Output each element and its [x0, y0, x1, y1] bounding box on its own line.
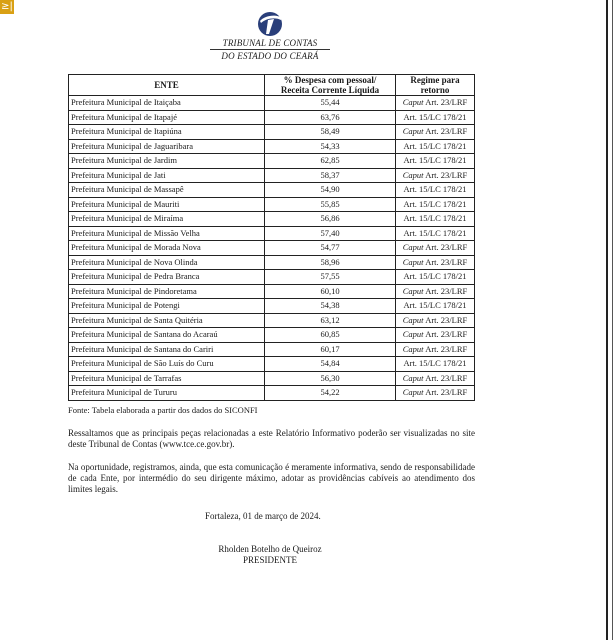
cell-ente: Prefeitura Municipal de Pedra Branca	[69, 270, 265, 285]
cell-regime	[396, 270, 475, 285]
cell-regime-rest: Art. 23/LRF	[423, 285, 468, 296]
table-row	[69, 255, 475, 270]
cell-regime-rest: Art. 15/LC 178/21	[403, 111, 467, 122]
table-row	[69, 386, 475, 401]
cell-regime-prefix: Caput	[402, 126, 424, 136]
cell-regime	[396, 139, 475, 154]
paragraph-site-info: Ressaltamos que as principais peças relacionadas a este Relatório Informativo poderão ser visualizadas no site deste Tribunal de Contas (www.tce.ce.gov.br).	[68, 428, 475, 449]
cell-pct: 60,85	[265, 328, 396, 343]
cell-regime	[396, 328, 475, 343]
cell-regime-rest: Art. 15/LC 178/21	[403, 198, 467, 209]
cell-pct: 57,40	[265, 226, 396, 241]
cell-regime-rest: Art. 15/LC 178/21	[403, 213, 467, 223]
cell-pct: 55,85	[265, 197, 396, 212]
cell-pct: 54,33	[265, 139, 396, 154]
cell-regime	[396, 255, 475, 270]
cell-pct: 56,86	[265, 212, 396, 227]
cell-regime	[396, 342, 475, 357]
table-row	[69, 270, 475, 285]
table-row	[69, 284, 475, 299]
table-row	[69, 313, 475, 328]
page-edge	[606, 0, 608, 640]
cell-regime-prefix: Caput	[402, 169, 424, 180]
cell-regime-prefix: Caput	[402, 314, 424, 325]
cell-regime-rest: Art. 23/LRF	[423, 329, 468, 339]
cell-regime	[396, 299, 475, 314]
cell-ente: Prefeitura Municipal de Jati	[69, 168, 265, 183]
cell-regime-rest: Art. 23/LRF	[423, 343, 468, 354]
cell-regime	[396, 386, 475, 401]
letterhead	[200, 10, 340, 61]
table-row	[69, 139, 475, 154]
cell-regime-rest: Art. 15/LC 178/21	[403, 155, 467, 165]
cell-pct: 62,85	[265, 154, 396, 169]
cell-pct: 54,77	[265, 241, 396, 256]
cell-regime-rest: Art. 23/LRF	[423, 387, 468, 397]
cell-regime	[396, 197, 475, 212]
header-ente: ENTE	[69, 75, 265, 96]
table-row	[69, 197, 475, 212]
table-row	[69, 342, 475, 357]
table-row	[69, 371, 475, 386]
cell-pct: 63,12	[265, 313, 396, 328]
cell-regime	[396, 241, 475, 256]
cell-regime-rest: Art. 15/LC 178/21	[403, 271, 467, 281]
header-regime: Regime para retorno	[396, 75, 475, 96]
cell-regime-prefix: Caput	[402, 372, 424, 383]
page-edge-inner	[612, 0, 613, 640]
tce-logo-icon	[255, 10, 285, 38]
cell-ente: Prefeitura Municipal de Santa Quitéria	[69, 313, 265, 328]
cell-pct: 60,10	[265, 284, 396, 299]
table-row	[69, 110, 475, 125]
cell-regime-prefix: Caput	[402, 256, 424, 267]
table-row	[69, 212, 475, 227]
org-line-1: TRIBUNAL DE CONTAS	[222, 38, 318, 48]
cell-regime	[396, 168, 475, 183]
header-pct	[265, 75, 396, 96]
cell-regime	[396, 357, 475, 372]
cell-ente: Prefeitura Municipal de Santana do Cariri	[69, 342, 265, 357]
table-row	[69, 226, 475, 241]
cell-regime-prefix: Caput	[402, 329, 424, 339]
cell-ente: Prefeitura Municipal de Miraíma	[69, 212, 265, 227]
cell-regime-rest: Art. 23/LRF	[423, 97, 468, 107]
cell-ente: Prefeitura Municipal de Santana do Acaraú	[69, 328, 265, 343]
cell-regime	[396, 110, 475, 125]
cell-pct: 58,96	[265, 255, 396, 270]
table-row	[69, 125, 475, 140]
cell-pct: 58,37	[265, 168, 396, 183]
cell-pct: 54,84	[265, 357, 396, 372]
cell-regime	[396, 96, 475, 111]
table-row	[69, 299, 475, 314]
cell-regime-prefix: Caput	[402, 387, 424, 397]
cell-regime	[396, 125, 475, 140]
cell-regime-rest: Art. 15/LC 178/21	[403, 300, 467, 310]
paragraph-notice: Na oportunidade, registramos, ainda, que esta comunicação é meramente informativa, sendo de responsabilidade de cada Ente, por intermédio do seu dirigente máximo, adotar as providências cabíveis ao atendimento dos limites legais.	[68, 462, 475, 494]
cell-regime	[396, 371, 475, 386]
cell-pct: 58,49	[265, 125, 396, 140]
date-line: Fortaleza, 01 de março de 2024.	[205, 511, 321, 521]
cell-ente: Prefeitura Municipal de Massapê	[69, 183, 265, 198]
cell-regime-rest: Art. 23/LRF	[423, 256, 468, 267]
table-row	[69, 96, 475, 111]
org-divider	[210, 49, 330, 50]
cell-regime-prefix: Caput	[402, 97, 424, 107]
cell-regime-rest: Art. 23/LRF	[423, 372, 468, 383]
cell-pct: 54,38	[265, 299, 396, 314]
cell-ente: Prefeitura Municipal de Itaiçaba	[69, 96, 265, 111]
table-row	[69, 241, 475, 256]
cell-pct: 56,30	[265, 371, 396, 386]
cell-regime-prefix: Caput	[402, 285, 424, 296]
cell-regime	[396, 313, 475, 328]
cell-pct: 54,22	[265, 386, 396, 401]
cell-regime-rest: Art. 15/LC 178/21	[403, 184, 467, 194]
cell-regime-rest: Art. 23/LRF	[423, 169, 468, 180]
cell-regime	[396, 212, 475, 227]
signature-block	[200, 544, 340, 566]
cell-regime-rest: Art. 15/LC 178/21	[403, 140, 467, 151]
cell-ente: Prefeitura Municipal de Pindoretama	[69, 284, 265, 299]
org-name	[200, 38, 340, 61]
cell-ente: Prefeitura Municipal de Mauriti	[69, 197, 265, 212]
cell-regime-prefix: Caput	[402, 343, 424, 354]
cell-ente: Prefeitura Municipal de Itapajé	[69, 110, 265, 125]
corner-badge[interactable]: ≥|	[1, 1, 13, 12]
header-pct-line1: % Despesa com pessoal/	[283, 75, 377, 85]
cell-ente: Prefeitura Municipal de Potengi	[69, 299, 265, 314]
cell-pct: 63,76	[265, 110, 396, 125]
table-header-row	[69, 75, 475, 96]
cell-pct: 55,44	[265, 96, 396, 111]
signature-name: Rholden Botelho de Queiroz	[218, 544, 322, 554]
org-line-2: DO ESTADO DO CEARÁ	[221, 51, 319, 61]
cell-ente: Prefeitura Municipal de Missão Velha	[69, 226, 265, 241]
results-table	[68, 74, 475, 401]
cell-regime-rest: Art. 23/LRF	[423, 126, 468, 136]
table-source-note: Fonte: Tabela elaborada a partir dos dados do SICONFI	[68, 405, 258, 415]
cell-regime	[396, 183, 475, 198]
cell-regime	[396, 226, 475, 241]
table-row	[69, 328, 475, 343]
header-pct-line2: Receita Corrente Líquida	[280, 85, 380, 95]
cell-regime-prefix: Caput	[402, 242, 424, 252]
cell-regime-rest: Art. 15/LC 178/21	[403, 358, 467, 368]
cell-ente: Prefeitura Municipal de Tururu	[69, 386, 265, 401]
cell-ente: Prefeitura Municipal de Nova Olinda	[69, 255, 265, 270]
cell-ente: Prefeitura Municipal de Morada Nova	[69, 241, 265, 256]
cell-pct: 57,55	[265, 270, 396, 285]
cell-ente: Prefeitura Municipal de Tarrafas	[69, 371, 265, 386]
cell-regime-rest: Art. 23/LRF	[423, 242, 468, 252]
table-row	[69, 168, 475, 183]
cell-pct: 60,17	[265, 342, 396, 357]
cell-ente: Prefeitura Municipal de Itapiúna	[69, 125, 265, 140]
table-row	[69, 357, 475, 372]
cell-ente: Prefeitura Municipal de Jardim	[69, 154, 265, 169]
cell-ente: Prefeitura Municipal de Jaguaribara	[69, 139, 265, 154]
cell-pct: 54,90	[265, 183, 396, 198]
cell-regime-rest: Art. 23/LRF	[423, 314, 468, 325]
cell-regime	[396, 154, 475, 169]
table-row	[69, 154, 475, 169]
cell-regime-rest: Art. 15/LC 178/21	[403, 227, 467, 238]
signature-title: PRESIDENTE	[243, 555, 297, 565]
cell-regime	[396, 284, 475, 299]
table-row	[69, 183, 475, 198]
cell-ente: Prefeitura Municipal de São Luís do Curu	[69, 357, 265, 372]
